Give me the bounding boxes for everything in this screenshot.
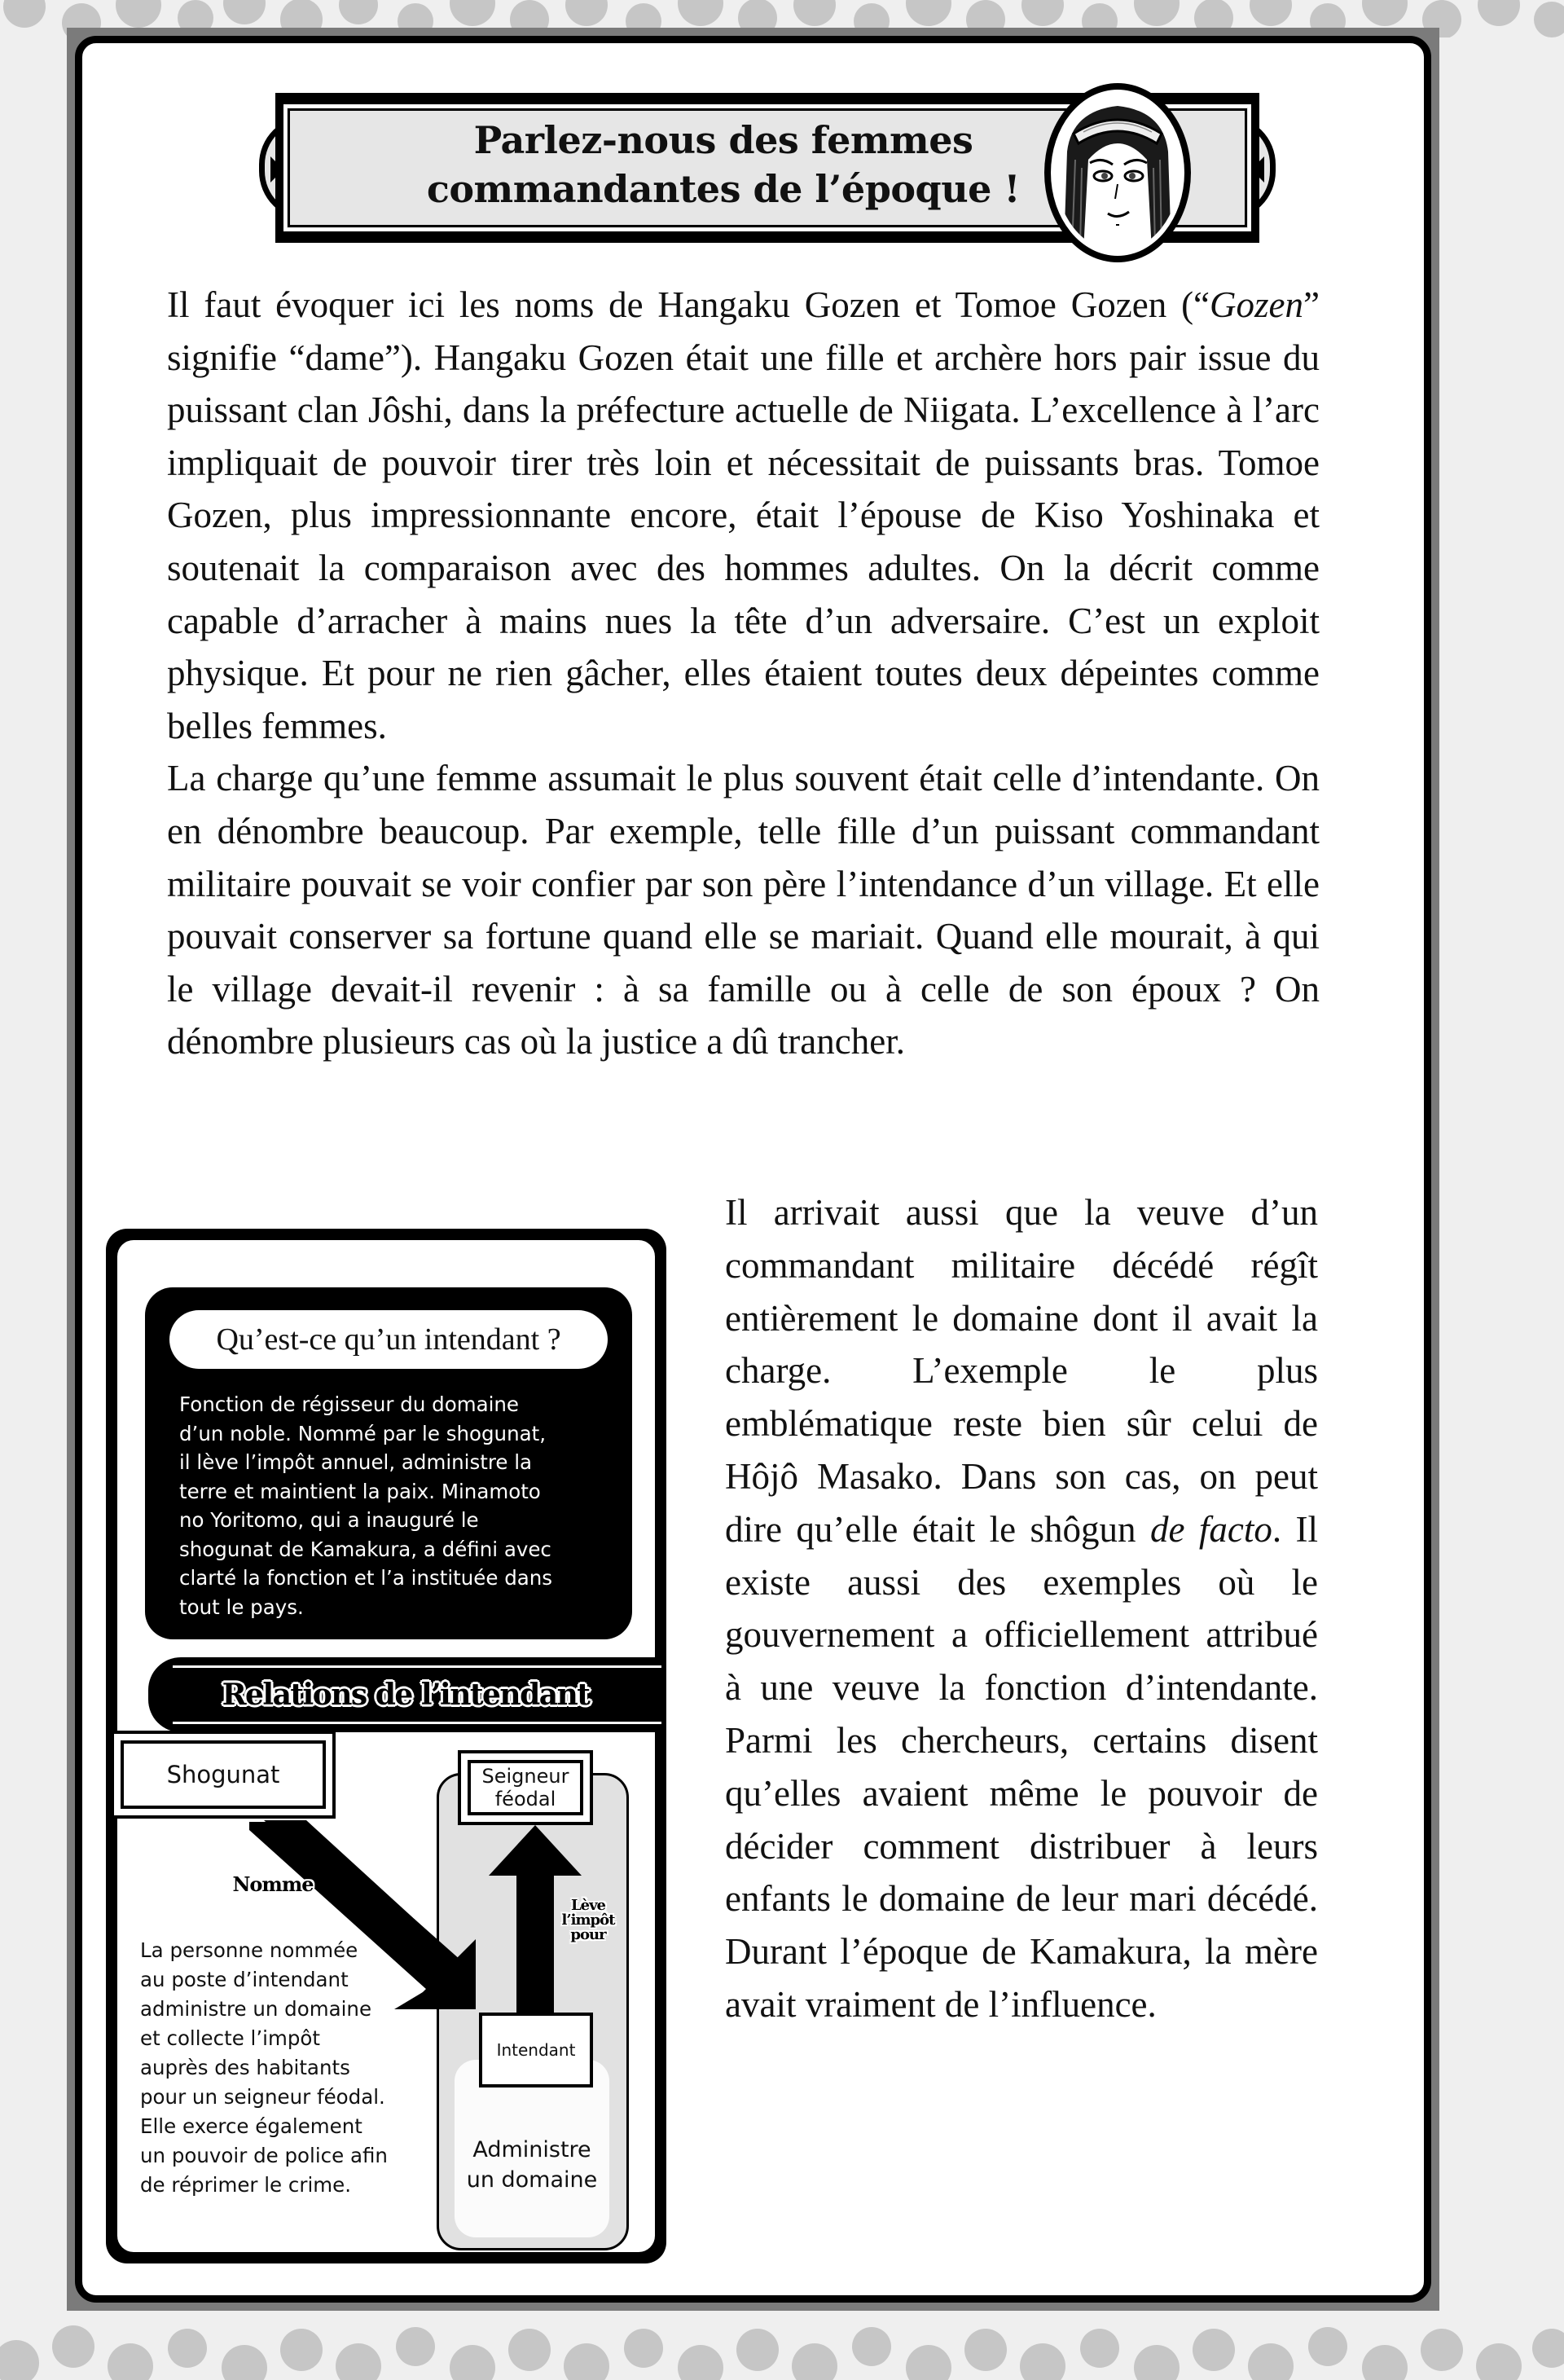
definition-line: terre et maintient la paix. Minamoto [179, 1479, 541, 1503]
portrait-avatar [1051, 90, 1184, 256]
node-shogunat-label: Shogunat [121, 1740, 326, 1809]
header-banner [259, 93, 1276, 243]
paragraph-3-text-b: . Il existe aussi des exemples où le gouvernement a officiellement attribué à une veuve la fonction d’intendante. Parmi les chercheurs, certains disent qu’elles avaient même le pouvoir de décider comment distribuer à leurs enfants le domaine de leur mari décédé. Durant l’époque de Kamakura, la mère avait vraiment de l’influence. [725, 1508, 1318, 2025]
cloud-pattern-bottom [0, 2314, 1564, 2380]
description-line: administre un domaine [140, 1997, 372, 2021]
node-lord-line-1: Seigneur [481, 1765, 569, 1788]
arrow-tax-label [554, 1898, 622, 1942]
node-shogunat [111, 1731, 336, 1819]
tax-label-line-2: l’impôt [561, 1911, 615, 1929]
page-title [316, 116, 1131, 213]
paragraph-3-italic-de-facto: de facto [1149, 1508, 1272, 1550]
right-column-article [725, 1186, 1318, 2031]
definition-line: no Yoritomo, qui a inauguré le [179, 1508, 479, 1532]
definition-title: Qu’est-ce qu’un intendant ? [169, 1310, 608, 1369]
intendant-sidebar [106, 1229, 666, 2263]
sidebar-panel [117, 1240, 655, 2252]
paragraph-3-text-a: Il arrivait aussi que la veuve d’un commandant militaire décédé régît entièrement le domaine dont il avait la charge. L’exemple le plus emblématique reste bien sûr celui de Hôjô Masako. Dans son cas, on peut dire qu’elle était le shôgun [725, 1192, 1318, 1550]
description-line: un pouvoir de police afin [140, 2144, 388, 2167]
paragraph-3 [725, 1186, 1318, 2031]
title-line-1: Parlez-nous des femmes [473, 118, 973, 162]
triangle-right-icon [270, 156, 283, 183]
triangle-left-icon [1251, 156, 1264, 183]
description-line: Elle exerce également [140, 2114, 362, 2138]
description-line: auprès des habitants [140, 2056, 350, 2079]
tax-label-line-1: Lève [570, 1897, 606, 1914]
relations-diagram [117, 1240, 655, 2252]
definition-line: Fonction de régisseur du domaine [179, 1392, 519, 1416]
woman-portrait-icon [1056, 95, 1180, 251]
definition-line: clarté la fonction et l’a instituée dans [179, 1566, 553, 1590]
relations-title: Relations de l’intendant [222, 1678, 590, 1712]
description-line: pour un seigneur féodal. [140, 2085, 385, 2109]
tax-label-line-3: pour [570, 1926, 606, 1943]
description-line: et collecte l’impôt [140, 2026, 320, 2050]
arrow-appoints-label: Nomme [232, 1872, 314, 1896]
domain-line-2: un domaine [466, 2167, 598, 2193]
definition-line: shogunat de Kamakura, a défini avec [179, 1537, 551, 1561]
description-line: La personne nommée [140, 1938, 358, 1962]
paragraph-1-text-b: ” signifie “dame”). Hangaku Gozen était une fille et archère hors pair issue du puissant clan Jôshi, dans la préfecture actuelle de Niigata. L’excellence à l’arc impliquait de pouvoir tirer très loin et nécessitait de puissants bras. Tomoe Gozen, plus impressionnante encore, était l’épouse de Kiso Yoshinaka et soutenait la comparaison avec des hommes adultes. On la décrit comme capable d’arracher à mains nues la tête d’un adversaire. C’est un exploit physique. Et pour ne rien gâcher, elles étaient toutes deux dépeintes comme belles femmes. [167, 284, 1320, 746]
definition-line: tout le pays. [179, 1595, 304, 1619]
node-feudal-lord [458, 1750, 593, 1825]
description-line: de réprimer le crime. [140, 2173, 351, 2197]
main-article [167, 279, 1320, 1068]
node-feudal-lord-label [468, 1760, 583, 1815]
paragraph-2-text: La charge qu’une femme assumait le plus souvent était celle d’intendante. On en dénombre beaucoup. Par exemple, telle fille d’un puissant commandant militaire pouvait se voir confier par son père l’intendance d’un village. Et elle pouvait conserver sa fortune quand elle se mariait. Quand elle mourait, à qui le village devait-il revenir : à sa famille ou à celle de son époux ? On dénombre plusieurs cas où la justice a dû trancher. [167, 758, 1320, 1062]
paragraph-1-text-a: Il faut évoquer ici les noms de Hangaku Gozen et Tomoe Gozen (“ [167, 284, 1210, 325]
intendant-description [140, 1936, 433, 2200]
node-intendant: Intendant [479, 2013, 593, 2087]
paragraph-1 [167, 279, 1320, 752]
definition-line: il lève l’impôt annuel, administre la [179, 1450, 533, 1474]
description-line: au poste d’intendant [140, 1968, 349, 1991]
node-lord-line-2: féodal [494, 1788, 556, 1810]
paragraph-2 [167, 752, 1320, 1068]
domain-line-1: Administre [472, 2137, 591, 2162]
domain-label [455, 2135, 609, 2195]
title-line-2: commandantes de l’époque ! [426, 167, 1021, 211]
definition-line: d’un noble. Nommé par le shogunat, [179, 1421, 547, 1445]
paragraph-1-italic-gozen: Gozen [1210, 284, 1304, 325]
